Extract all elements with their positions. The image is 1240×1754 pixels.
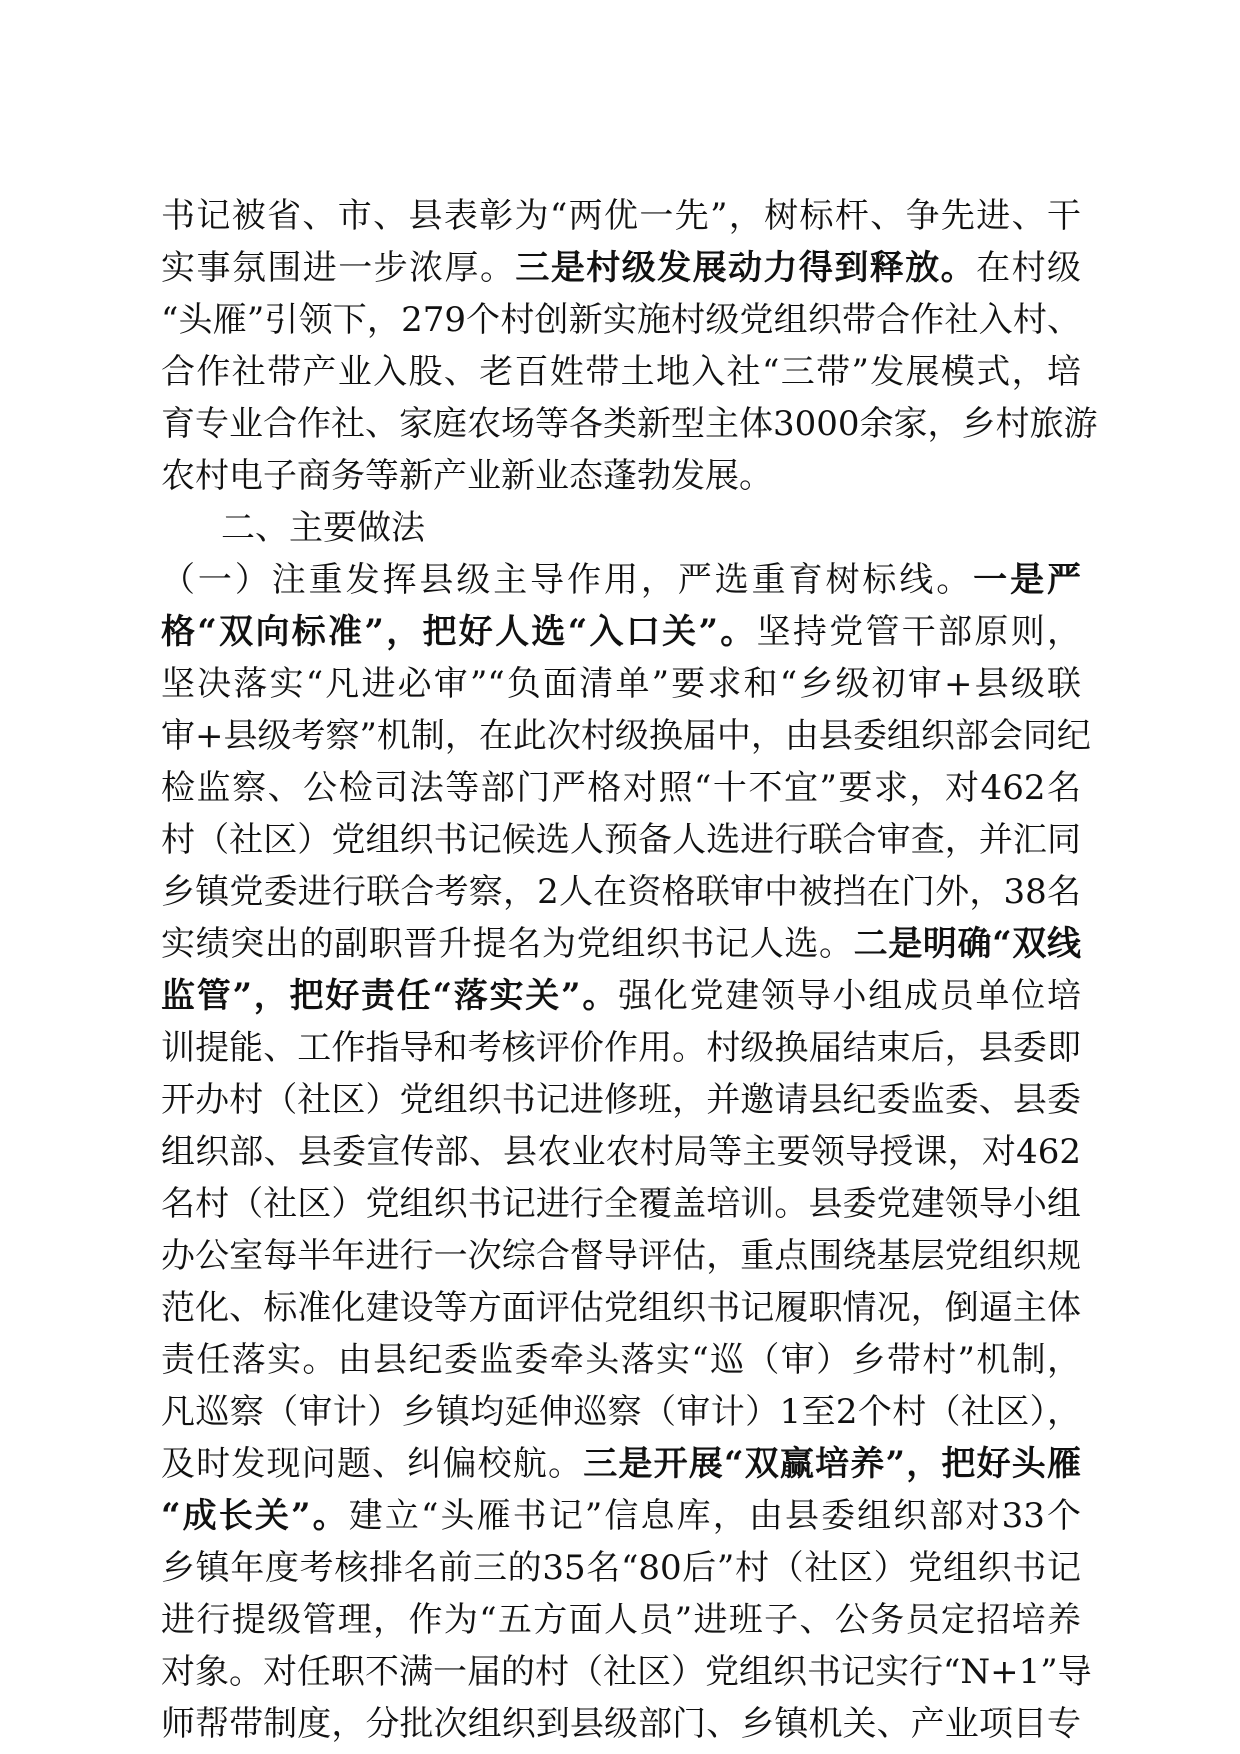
text-span: 实事氛围进一步浓厚。 (161, 248, 516, 288)
text-span: 强化党建领导小组成员单位培 (618, 976, 1081, 1016)
text-line: 责任落实。由县纪委监委牵头落实“巡（审）乡带村”机制， (161, 1340, 1081, 1380)
text-span: 在村级 (976, 248, 1082, 288)
text-line: 检监察、公检司法等部门严格对照“十不宜”要求，对462名 (161, 768, 1081, 808)
text-line: 书记被省、市、县表彰为“两优一先”，树标杆、争先进、干 (161, 196, 1081, 236)
text-line (161, 918, 1081, 970)
text-line: 范化、标准化建设等方面评估党组织书记履职情况，倒逼主体 (161, 1288, 1081, 1328)
text-line: 育专业合作社、家庭农场等各类新型主体3000余家，乡村旅游 (161, 404, 1098, 444)
text-line (161, 1438, 1081, 1490)
text-span: 实绩突出的副职晋升提名为党组织书记人选。 (161, 924, 854, 964)
text-line (161, 1490, 1081, 1542)
document-body (161, 190, 1098, 1750)
text-line: 对象。对任职不满一届的村（社区）党组织书记实行“N+1”导 (161, 1652, 1092, 1692)
bold-phrase: 一是严 (973, 560, 1082, 600)
text-line: 办公室每半年进行一次综合督导评估，重点围绕基层党组织规 (161, 1236, 1081, 1276)
text-line: “头雁”引领下，279个村创新实施村级党组织带合作社入村、 (161, 300, 1081, 340)
bold-phrase: 三是村级发展动力得到释放。 (515, 248, 977, 288)
text-line: 师帮带制度，分批次组织到县级部门、乡镇机关、产业项目专 (161, 1704, 1081, 1744)
section-heading: 二、主要做法 (221, 508, 425, 548)
text-line: 训提能、工作指导和考核评价作用。村级换届结束后，县委即 (161, 1028, 1081, 1068)
text-line: 名村（社区）党组织书记进行全覆盖培训。县委党建领导小组 (161, 1184, 1081, 1224)
text-line: 凡巡察（审计）乡镇均延伸巡察（审计）1至2个村（社区）， (161, 1392, 1081, 1432)
text-line: 坚决落实“凡进必审”“负面清单”要求和“乡级初审+县级联 (161, 664, 1081, 704)
subsection-heading: （一）注重发挥县级主导作用，严选重育树标线。 (161, 560, 974, 600)
text-span: 坚持党管干部原则， (756, 612, 1081, 652)
text-line: 组织部、县委宣传部、县农业农村局等主要领导授课，对462 (161, 1132, 1081, 1172)
bold-phrase: “成长关”。 (161, 1496, 349, 1536)
text-line: 乡镇年度考核排名前三的35名“80后”村（社区）党组织书记 (161, 1548, 1081, 1588)
bold-phrase: 监管”，把好责任“落实关”。 (161, 976, 619, 1016)
text-line: 进行提级管理，作为“五方面人员”进班子、公务员定招培养 (161, 1600, 1081, 1640)
text-span: 及时发现问题、纠偏校航。 (161, 1444, 584, 1484)
text-line (161, 242, 1081, 294)
text-line: 农村电子商务等新产业新业态蓬勃发展。 (161, 456, 773, 496)
text-line: 开办村（社区）党组织书记进修班，并邀请县纪委监委、县委 (161, 1080, 1081, 1120)
bold-phrase: 二是明确“双线 (853, 924, 1082, 964)
bold-phrase: 格“双向标准”，把好人选“入口关”。 (161, 612, 757, 652)
text-line (161, 606, 1081, 658)
text-span: 建立“头雁书记”信息库，由县委组织部对33个 (348, 1496, 1081, 1536)
text-line: 村（社区）党组织书记候选人预备人选进行联合审查，并汇同 (161, 820, 1081, 860)
text-line (161, 554, 1081, 606)
bold-phrase: 三是开展“双赢培养”，把好头雁 (583, 1444, 1081, 1484)
text-line: 合作社带产业入股、老百姓带土地入社“三带”发展模式，培 (161, 352, 1081, 392)
text-line: 乡镇党委进行联合考察，2人在资格联审中被挡在门外，38名 (161, 872, 1081, 912)
text-line: 审+县级考察”机制，在此次村级换届中，由县委组织部会同纪 (161, 716, 1091, 756)
text-line (161, 970, 1081, 1022)
